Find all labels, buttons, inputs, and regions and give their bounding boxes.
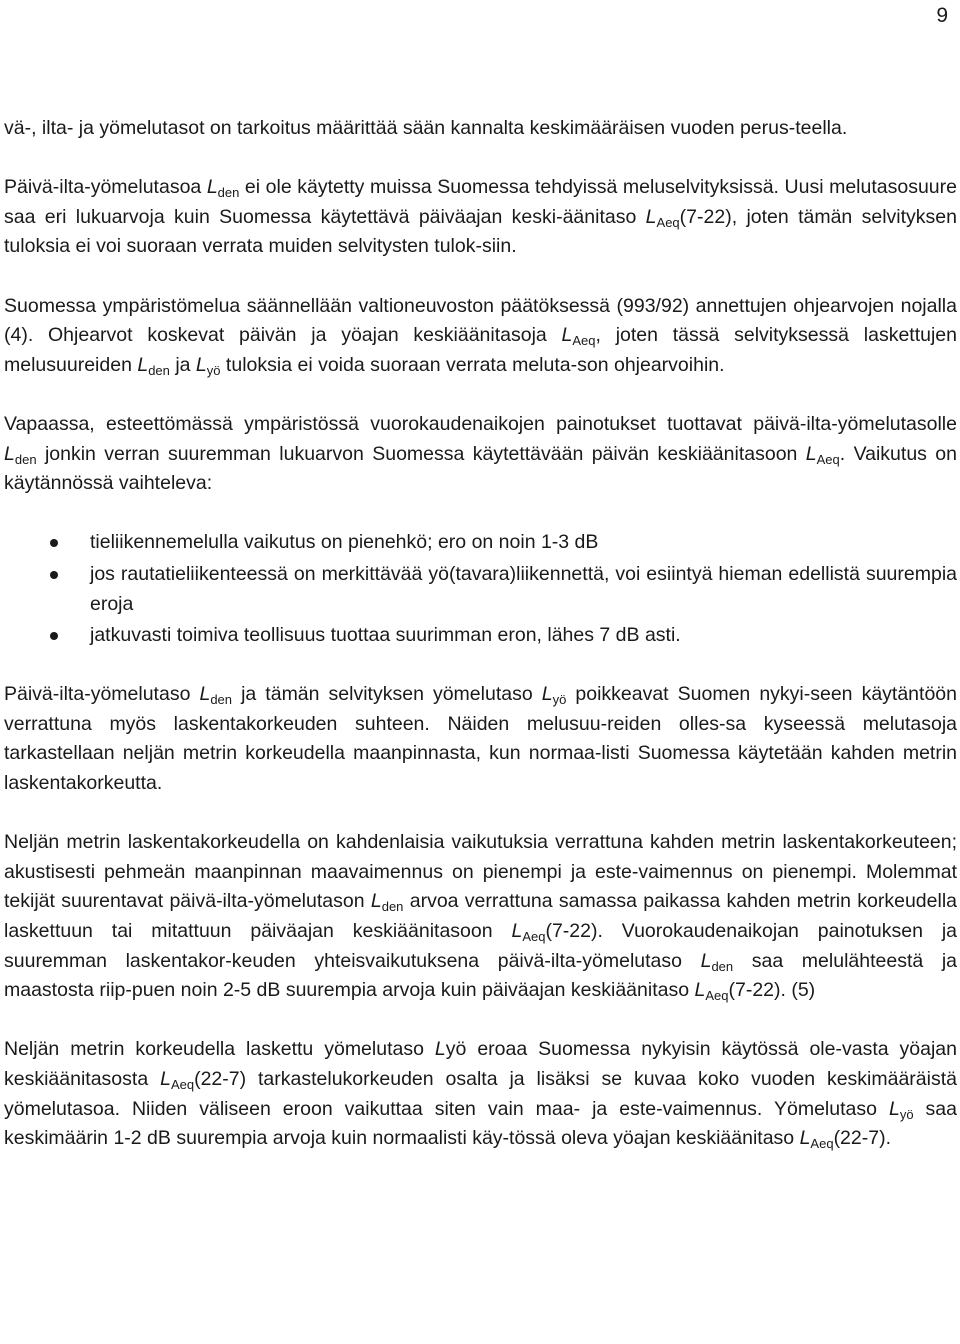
text-segment: Neljän metrin laskentakorkeudella on kahdenlaisia vaikutuksia verrattuna kahden metrin laskentakorkeuteen; akustisesti pehmeän maanpinnan maavaimennus on pienempi ja este-vaimennus on pienempi. Molemmat tekijät suurentavat päivä-ilta-yömelutason bbox=[4, 831, 957, 913]
symbol-l-aeq: $L_{Aeq}$ bbox=[799, 1127, 834, 1152]
text-segment: yö eroaa Suomessa nykyisin käytössä ole-vasta yöajan keskiäänitasosta bbox=[4, 1038, 958, 1090]
symbol-l-den: $L_{den}$ bbox=[370, 890, 404, 915]
text-segment: Päivä-ilta-yömelutasoa bbox=[4, 176, 207, 199]
symbol-l-aeq: $L_{Aeq}$ bbox=[694, 979, 729, 1004]
text-segment: . Vaikutus on käytännössä vaihteleva: bbox=[4, 442, 957, 495]
symbol-l: L bbox=[434, 1038, 446, 1061]
text-segment: saa melulähteestä ja maastosta riip-puen noin 2-5 dB suurempia arvoja kuin päiväajan keskiäänitaso bbox=[4, 949, 958, 1002]
text-segment: saa keskimäärin 1-2 dB suurempia arvoja kuin normaalisti käy-tössä oleva yöajan keskiäänitaso bbox=[4, 1097, 957, 1150]
list-item-text: tieliikennemelulla vaikutus on pienehkö; ero on noin 1-3 dB bbox=[90, 531, 599, 554]
text-segment: poikkeavat Suomen nykyi-seen käytäntöön verrattuna myös laskentakorkeuden suhteen. Näiden melusuu-reiden olles-sa kyseessä melutasoja tarkastellaan neljän metrin korkeudella maanpinnasta, kun normaa-listi Suomessa käytetään kahden metrin laskentakorkeutta. bbox=[4, 683, 957, 795]
text-segment: Päivä-ilta-yömelutaso bbox=[4, 683, 200, 706]
bullet-icon bbox=[50, 632, 58, 640]
symbol-l-yo: $L_{yö}$ bbox=[888, 1097, 914, 1122]
text-segment: (22-7). bbox=[833, 1127, 891, 1150]
symbol-l-aeq: $L_{Aeq}$ bbox=[160, 1068, 195, 1092]
symbol-l-den: $L_{den}$ bbox=[206, 176, 240, 201]
symbol-l-aeq: $L_{Aeq}$ bbox=[645, 205, 680, 230]
text-segment: tuloksia ei voida suoraan verrata meluta-son ohjearvoihin. bbox=[220, 353, 725, 376]
list-item bbox=[4, 560, 957, 619]
text-segment: Suomessa ympäristömelua säännellään valtioneuvoston päätöksessä (993/92) annettujen ohjearvojen nojalla (4). Ohjearvot koskevat päivän ja yöajan keskiäänitasoja bbox=[4, 294, 957, 347]
text-segment: arvoa verrattuna samassa paikassa kahden metrin korkeudella laskettuun tai mitattuun päiväajan keskiäänitasoon bbox=[4, 890, 958, 943]
text-segment: (22-7) tarkastelukorkeuden osalta ja lisäksi se kuvaa koko vuoden keskimääräistä yömelutasoa. Niiden väliseen eroon vaikuttaa siten vain maa- ja este-vaimennus. Yömelutaso bbox=[4, 1068, 957, 1120]
bullet-icon bbox=[50, 571, 58, 579]
list-item bbox=[4, 528, 957, 558]
list-item bbox=[4, 621, 957, 651]
symbol-l-den: $L_{den}$ bbox=[700, 949, 734, 974]
paragraph-1 bbox=[4, 114, 957, 144]
paragraph-2 bbox=[4, 173, 957, 262]
list-item-text: jatkuvasti toimiva teollisuus tuottaa suurimman eron, lähes 7 dB asti. bbox=[90, 624, 681, 647]
symbol-l-den: $L_{den}$ bbox=[4, 442, 37, 467]
text-segment: ei ole käytetty muissa Suomessa tehdyissä meluselvityksissä. Uusi melutasosuure saa eri lukuarvoja kuin Suomessa käytettävä päiväajan keski-äänitaso bbox=[4, 176, 957, 228]
list-item-text: jos rautatieliikenteessä on merkittävää yö(tavara)liikennettä, voi esiintyä hieman edellistä suurempia eroja bbox=[90, 562, 957, 615]
symbol-l-yo: $L_{yö}$ bbox=[541, 683, 567, 708]
paragraph-5 bbox=[4, 680, 957, 798]
text-segment: ja tämän selvityksen yömelutaso bbox=[232, 683, 542, 706]
document-body bbox=[4, 114, 957, 1154]
text-segment: Neljän metrin korkeudella laskettu yömelutaso bbox=[4, 1038, 435, 1061]
symbol-l-den: $L_{den}$ bbox=[199, 683, 233, 708]
text-segment: jonkin verran suuremman lukuarvon Suomessa käytettävään päivän keskiäänitasoon bbox=[36, 442, 806, 465]
symbol-l-den: $L_{den}$ bbox=[137, 353, 170, 378]
paragraph-7 bbox=[4, 1035, 957, 1153]
symbol-l-aeq: $L_{Aeq}$ bbox=[805, 442, 840, 467]
symbol-l-aeq: $L_{Aeq}$ bbox=[561, 324, 596, 349]
paragraph-4 bbox=[4, 410, 957, 499]
paragraph-3 bbox=[4, 292, 957, 381]
page-number: 9 bbox=[936, 4, 948, 27]
paragraph-6 bbox=[4, 828, 957, 1006]
text-segment: (7-22). Vuorokaudenaikojan painotuksen ja suuremman laskentakor-keuden yhteisvaikutuksena päivä-ilta-yömelutaso bbox=[4, 920, 957, 972]
text-segment: (7-22), joten tämän selvityksen tuloksia ei voi suoraan verrata muiden selvitysten tulok-siin. bbox=[4, 205, 957, 258]
text-segment: Vapaassa, esteettömässä ympäristössä vuorokaudenaikojen painotukset tuottavat päivä-ilta-yömelutasolle bbox=[4, 412, 957, 435]
symbol-l-aeq: $L_{Aeq}$ bbox=[511, 920, 546, 945]
bullet-list bbox=[4, 528, 957, 650]
text-segment: ja bbox=[169, 353, 196, 376]
text-segment: , joten tässä selvityksessä laskettujen melusuureiden bbox=[4, 324, 957, 376]
paragraph-1-text: vä-, ilta- ja yömelutasot on tarkoitus määrittää sään kannalta keskimääräisen vuoden perus-teella. bbox=[4, 117, 848, 139]
symbol-l-yo: $L_{yö}$ bbox=[195, 353, 221, 378]
text-segment: (7-22). (5) bbox=[728, 979, 816, 1002]
bullet-icon bbox=[50, 539, 58, 547]
